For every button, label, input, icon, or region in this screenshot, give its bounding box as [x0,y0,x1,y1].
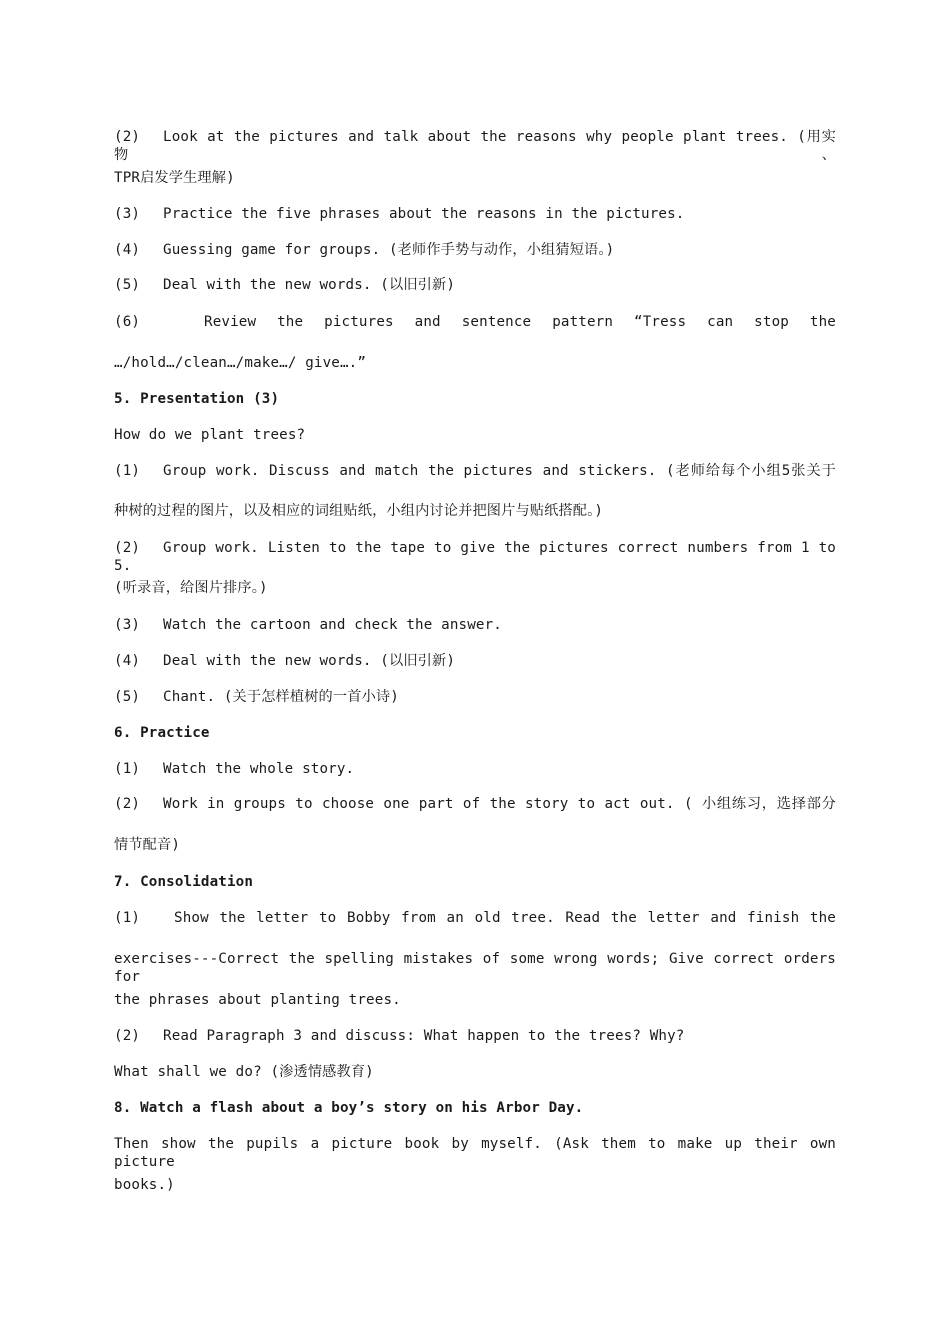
item-text: Show the letter to Bobby from an old tree. Read the letter and finish the [174,910,836,926]
list-item-continuation: 情节配音) [114,837,181,853]
item-number: (4) [114,653,141,669]
item-text: Read Paragraph 3 and discuss: What happen to the trees? Why? [163,1028,685,1044]
list-item-2-listen [114,539,836,575]
list-item-4-new-words [114,652,836,670]
item-number: (3) [114,206,141,222]
paragraph-text: What shall we do? (渗透情感教育) [114,1064,374,1080]
item-number: (2) [114,1028,141,1044]
section-heading-flash: 8. Watch a flash about a boy’s story on his Arbor Day. [114,1100,584,1116]
item-number: (2) [114,540,141,556]
list-item-5-new-words [114,276,836,294]
item-number: (2) [114,129,141,145]
list-item-1-letter [114,909,836,927]
item-number: (2) [114,796,141,812]
item-number: (5) [114,689,141,705]
item-text: Watch the whole story. [163,761,355,777]
item-text: Deal with the new words. (以旧引新) [163,277,456,293]
list-item-continuation: 种树的过程的图片，以及相应的词组贴纸，小组内讨论并把图片与贴纸搭配。) [114,503,604,519]
item-text: Group work. Discuss and match the pictures and stickers. (老师给每个小组5张关于 [163,463,836,479]
list-item-3-cartoon [114,616,836,634]
item-number: (5) [114,277,141,293]
list-item-continuation: TPR启发学生理解) [114,170,235,186]
list-item-3-phrases [114,205,836,223]
item-number: (3) [114,617,141,633]
list-item-1-watch-story [114,760,836,778]
list-item-4-guessing [114,241,836,259]
list-item-continuation: exercises---Correct the spelling mistakes of some wrong words; Give correct orders for [114,951,836,985]
item-text: Work in groups to choose one part of the story to act out. ( 小组练习，选择部分 [163,796,836,812]
paragraph-text: Then show the pupils a picture book by myself. (Ask them to make up their own picture [114,1136,836,1170]
item-text: Guessing game for groups. (老师作手势与动作，小组猜短语。) [163,242,615,258]
item-text: Review the pictures and sentence pattern “Tress can stop the [204,314,836,330]
section-heading-practice: 6. Practice [114,725,210,741]
paragraph-text: books.) [114,1177,175,1193]
list-item-6-review [114,313,836,331]
list-item-1-group-work [114,462,836,480]
list-item-2-act-out [114,795,836,813]
list-item-continuation: the phrases about planting trees. [114,992,401,1008]
item-text: Group work. Listen to the tape to give the pictures correct numbers from 1 to 5. [114,540,836,574]
paragraph-text: How do we plant trees? [114,427,306,443]
item-number: (1) [114,463,141,479]
item-number: (1) [114,761,141,777]
item-number: (1) [114,910,141,926]
item-text: Deal with the new words. (以旧引新) [163,653,456,669]
item-text: Practice the five phrases about the reasons in the pictures. [163,206,685,222]
item-number: (4) [114,242,141,258]
item-text: Look at the pictures and talk about the reasons why people plant trees. (用实物、 [114,129,836,163]
item-text: Chant. (关于怎样植树的一首小诗) [163,689,399,705]
item-number: (6) [114,314,141,330]
list-item-2-reasons [114,128,836,164]
list-item-2-paragraph [114,1027,836,1045]
list-item-continuation: (听录音，给图片排序。) [114,580,268,596]
section-heading-consolidation: 7. Consolidation [114,874,254,890]
item-text: Watch the cartoon and check the answer. [163,617,502,633]
section-heading-presentation: 5. Presentation (3) [114,391,280,407]
list-item-continuation: …/hold…/clean…/make…/ give….” [114,355,367,371]
list-item-5-chant [114,688,836,706]
